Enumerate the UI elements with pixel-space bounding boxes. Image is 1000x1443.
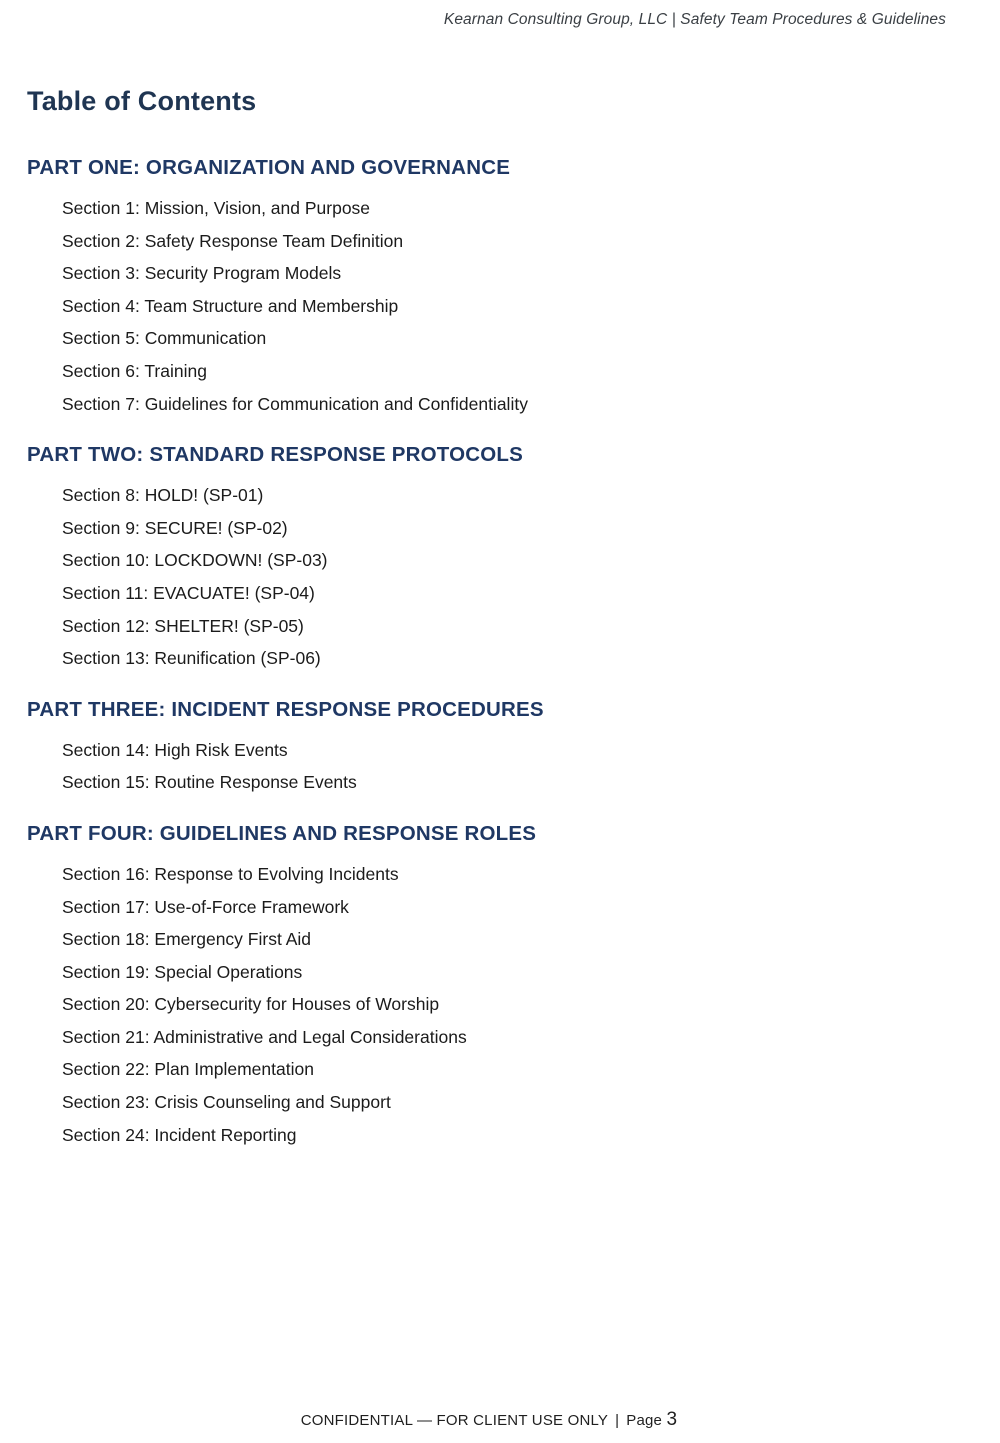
part-four-section-list: [27, 858, 960, 1151]
toc-entry-section-23: Section 23: Crisis Counseling and Support: [62, 1092, 391, 1113]
part-one-section-list: [27, 192, 960, 420]
part-two-heading: PART TWO: STANDARD RESPONSE PROTOCOLS: [27, 443, 523, 467]
part-four-heading: PART FOUR: GUIDELINES AND RESPONSE ROLES: [27, 821, 537, 845]
toc-entry-section-8: Section 8: HOLD! (SP-01): [62, 485, 264, 506]
confidential-notice: CONFIDENTIAL — FOR CLIENT USE ONLY: [300, 1412, 609, 1429]
toc-entry-section-21: Section 21: Administrative and Legal Considerations: [62, 1026, 467, 1047]
page-title: Table of Contents: [27, 86, 257, 116]
toc-entry-section-16: Section 16: Response to Evolving Incidents: [62, 863, 399, 884]
toc-entry-section-3: Section 3: Security Program Models: [62, 263, 342, 284]
toc-entry-section-6: Section 6: Training: [62, 360, 207, 381]
toc-entry-section-10: Section 10: LOCKDOWN! (SP-03): [62, 550, 328, 571]
toc-entry-section-24: Section 24: Incident Reporting: [62, 1124, 297, 1145]
toc-entry-section-20: Section 20: Cybersecurity for Houses of Worship: [62, 994, 440, 1015]
document-header: Kearnan Consulting Group, LLC | Safety Team Procedures & Guidelines: [443, 11, 946, 28]
toc-entry-section-5: Section 5: Communication: [62, 328, 267, 349]
toc-entry-section-14: Section 14: High Risk Events: [62, 739, 288, 760]
toc-entry-section-1: Section 1: Mission, Vision, and Purpose: [62, 198, 371, 218]
toc-entry-section-19: Section 19: Special Operations: [62, 961, 303, 982]
toc-entry-section-18: Section 18: Emergency First Aid: [62, 929, 311, 950]
part-three-section-list: [27, 734, 960, 799]
part-three-heading: PART THREE: INCIDENT RESPONSE PROCEDURES: [27, 697, 544, 721]
page-label: Page: [626, 1412, 663, 1429]
page-footer: [0, 1409, 1000, 1431]
toc-entry-section-13: Section 13: Reunification (SP-06): [62, 648, 321, 669]
toc-entry-section-2: Section 2: Safety Response Team Definition: [62, 230, 404, 251]
toc-entry-section-11: Section 11: EVACUATE! (SP-04): [62, 582, 315, 603]
part-one-heading: PART ONE: ORGANIZATION AND GOVERNANCE: [27, 156, 511, 179]
toc-entry-section-4: Section 4: Team Structure and Membership: [62, 295, 399, 316]
toc-entry-section-17: Section 17: Use-of-Force Framework: [62, 896, 349, 917]
toc-entry-section-15: Section 15: Routine Response Events: [62, 772, 357, 793]
toc-entry-section-7: Section 7: Guidelines for Communication and Confidentiality: [62, 393, 528, 414]
footer-separator: |: [615, 1412, 620, 1429]
toc-entry-section-9: Section 9: SECURE! (SP-02): [62, 517, 288, 538]
part-two-section-list: [27, 479, 960, 675]
toc-entry-section-12: Section 12: SHELTER! (SP-05): [62, 615, 304, 636]
toc-entry-section-22: Section 22: Plan Implementation: [62, 1059, 314, 1080]
page-number: 3: [666, 1409, 678, 1430]
